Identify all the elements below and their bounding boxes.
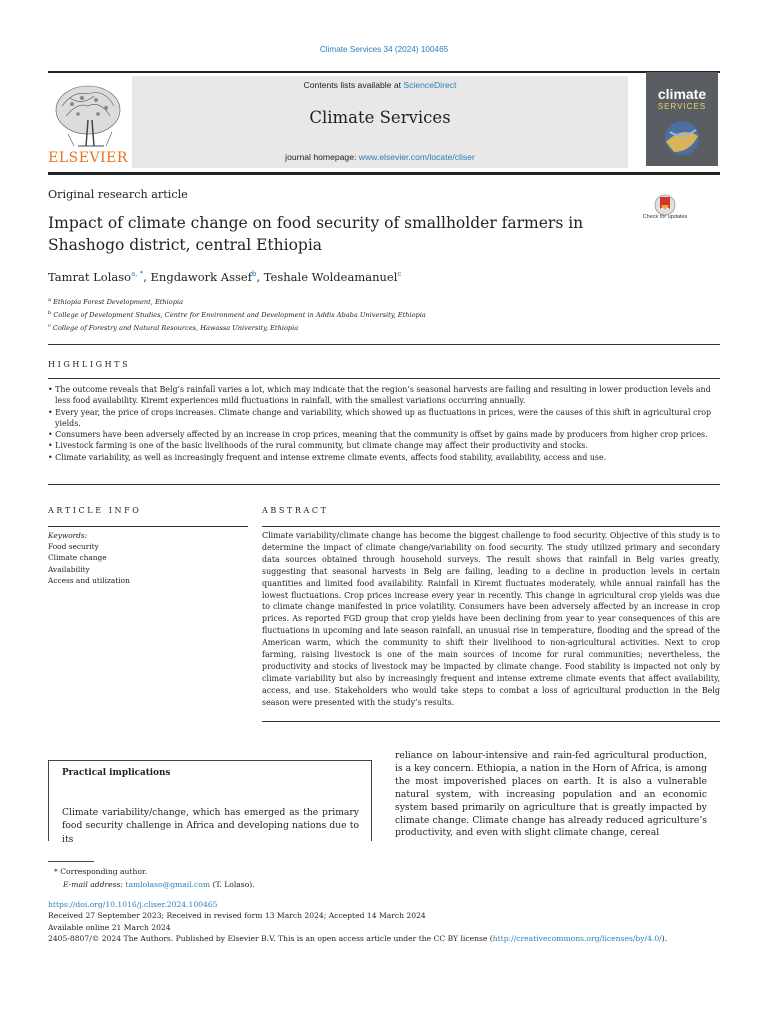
check-for-updates-label[interactable]: Check for updates bbox=[642, 214, 688, 220]
keyword-item: Climate change bbox=[48, 553, 107, 563]
affiliation-item bbox=[48, 308, 426, 321]
highlights-heading-rule bbox=[48, 378, 720, 379]
license-link[interactable]: http://creativecommons.org/licenses/by/4.0/ bbox=[492, 934, 662, 944]
abstract-bottom-rule bbox=[262, 721, 720, 722]
highlights-list bbox=[48, 384, 720, 463]
highlights-bottom-rule bbox=[48, 484, 720, 485]
author-separator: , bbox=[143, 270, 151, 284]
body-text-right-column: reliance on labour-intensive and rain-fed agricultural production, is a key concern. Ethiopia, a nation in the Horn of Africa, is among the most impoverished places on earth. It is also a vulnerable natural system, with increasing population and an economic system based primarily on agriculture that is greatly impacted by climate change. Climate change has already reduced agriculture’s productivity, and even with slight climate change, cereal bbox=[395, 750, 707, 839]
author-separator: , bbox=[256, 270, 264, 284]
practical-implications-title: Practical implications bbox=[62, 768, 171, 778]
sciencedirect-link[interactable]: ScienceDirect bbox=[403, 80, 457, 90]
email-suffix: (T. Lolaso). bbox=[210, 880, 255, 889]
author-affiliation-mark[interactable]: b bbox=[251, 270, 257, 279]
author-name[interactable]: Teshale Woldeamanuel bbox=[263, 270, 398, 284]
publication-info bbox=[48, 899, 667, 945]
cover-title-2: SERVICES bbox=[657, 102, 707, 111]
author-affiliation-mark[interactable]: a, * bbox=[131, 270, 144, 279]
affiliation-item bbox=[48, 295, 426, 308]
publisher-name: ELSEVIER bbox=[48, 150, 128, 166]
highlights-top-rule bbox=[48, 344, 720, 345]
affiliation-list bbox=[48, 295, 426, 335]
homepage-line bbox=[132, 152, 628, 162]
affiliation-mark: c bbox=[48, 323, 51, 330]
email-line bbox=[54, 878, 255, 891]
cover-globe-graphic bbox=[660, 118, 704, 158]
highlight-item: • The outcome reveals that Belg’s rainfall varies a lot, which may indicate that the region’s seasonal harvests are failing and resulting in lower production levels and less food availability. Kiremt experiences mild fluctuations in rainfall, with the smallest variations occurring annually. bbox=[48, 385, 711, 406]
journal-reference[interactable]: Climate Services 34 (2024) 100465 bbox=[319, 45, 449, 54]
author-list bbox=[48, 270, 401, 284]
corresponding-author-note: * Corresponding author. bbox=[54, 867, 148, 876]
author-name[interactable]: Tamrat Lolaso bbox=[48, 270, 132, 284]
highlight-item: • Livestock farming is one of the basic livelihoods of the rural community, but climate change may affect their productivity and stocks. bbox=[48, 441, 588, 451]
homepage-link[interactable]: www.elsevier.com/locate/cliser bbox=[358, 152, 475, 162]
highlight-item: • Climate variability, as well as increasingly frequent and intense extreme climate events, affects food stability, availability, access and use. bbox=[48, 452, 607, 462]
homepage-prefix: journal homepage: bbox=[285, 152, 359, 162]
journal-name: Climate Services bbox=[309, 108, 451, 127]
header-bottom-rule bbox=[48, 172, 720, 175]
article-info-rule bbox=[48, 526, 248, 527]
email-link[interactable]: tamlolaso@gmail.com bbox=[125, 880, 211, 889]
affiliation-text: College of Development Studies, Centre for Environment and Development in Addis Ababa University, Ethiopia bbox=[53, 311, 426, 320]
keyword-item: Access and utilization bbox=[48, 575, 130, 585]
highlights-heading: HIGHLIGHTS bbox=[48, 360, 131, 369]
highlight-item: • Every year, the price of crops increases. Climate change and variability, which showed up as fluctuations in prices, were the causes of this shift in agricultural crop yields. bbox=[48, 407, 712, 428]
cover-title-1: climate bbox=[657, 86, 707, 102]
article-info-heading: ARTICLE INFO bbox=[48, 506, 142, 515]
affiliation-item bbox=[48, 321, 426, 334]
contents-prefix: Contents lists available at bbox=[303, 80, 404, 90]
footnote-rule bbox=[48, 861, 94, 862]
affiliation-text: College of Forestry and Natural Resources, Hawassa University, Ethiopia bbox=[52, 324, 299, 333]
keywords-label: Keywords: bbox=[48, 531, 88, 540]
keywords-block bbox=[48, 530, 130, 586]
keyword-item: Food security bbox=[48, 542, 99, 552]
journal-cover bbox=[646, 72, 718, 166]
affiliation-text: Ethiopia Forest Development, Ethiopia bbox=[53, 298, 184, 307]
footnote bbox=[54, 865, 255, 891]
article-title: Impact of climate change on food security of smallholder farmers in Shashogo district, central Ethiopia bbox=[48, 214, 584, 254]
highlight-item: • Consumers have been adversely affected by an increase in crop prices, meaning that the community is offset by gains made by producers from higher crop prices. bbox=[48, 430, 708, 440]
available-online-date: Available online 21 March 2024 bbox=[48, 922, 171, 932]
check-for-updates-icon[interactable] bbox=[646, 193, 684, 229]
abstract-text: Climate variability/climate change has become the biggest challenge to food security. Objective of this study is to determine the impact of climate change/variability on food security. The study utilized primary and secondary data sources obtained through household surveys. The result shows that rainfall in Belg varies greatly, suggesting that seasonal harvests in Belg are failing, leading to a decline in production levels in certain quantities and limited food availability. Rainfall in Kiremt fluctuates moderately, while annual rainfall has the lowest fluctuations. Crop prices increase every year in recently. This change in agricultural crop yields was due to climate change manifested in price volatility. Consumers have been adversely affected by an increase in crop prices. As reported FGD group that crop yields have been declining from year to year consequences of this are fluctuations in upcoming and late season rainfall, an unusual rise in temperature, flooding and the spread of the American warm, which the community to shift their livelihood to non-agricultural activities. Next to crop farming, raising livestock is one of the main sources of income for rural communities; nevertheless, the productivity and stocks of livestock may be impacted by climate change. Food stability is impacted not only by climate variability but also by increasingly frequent and intense extreme climate events that affect availability, access, and use. Stakeholders who would take steps to combat a loss of agricultural production in the Belg season were presented with the study’s results. bbox=[262, 531, 720, 707]
article-type: Original research article bbox=[48, 188, 188, 201]
license-line bbox=[48, 933, 667, 944]
abstract-heading: ABSTRACT bbox=[262, 506, 329, 515]
header-top-rule bbox=[48, 71, 720, 73]
doi-link[interactable]: https://doi.org/10.1016/j.cliser.2024.100465 bbox=[48, 900, 218, 909]
keyword-item: Availability bbox=[48, 564, 90, 574]
license-suffix: ). bbox=[661, 934, 668, 944]
abstract-rule bbox=[262, 526, 720, 527]
affiliation-mark: a bbox=[48, 297, 51, 303]
practical-implications-text: Climate variability/change, which has emerged as the primary food security challenge in Africa and developing nations due to its bbox=[62, 807, 359, 845]
license-prefix: 2405-8807/© 2024 The Authors. Published by Elsevier B.V. This is an open access article under the CC BY license ( bbox=[48, 934, 493, 944]
author-name[interactable]: Engdawork Assef bbox=[150, 270, 252, 284]
received-dates: Received 27 September 2023; Received in revised form 13 March 2024; Accepted 14 March 2024 bbox=[48, 911, 426, 921]
email-label: E-mail address: bbox=[63, 880, 126, 889]
author-affiliation-mark[interactable]: c bbox=[397, 270, 402, 279]
affiliation-mark: b bbox=[48, 310, 52, 317]
contents-line bbox=[132, 80, 628, 90]
